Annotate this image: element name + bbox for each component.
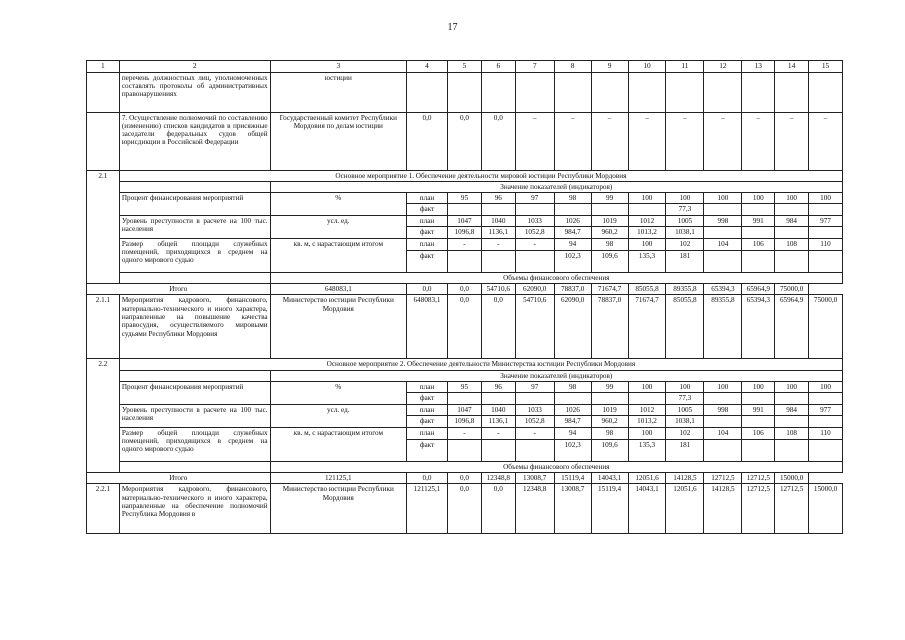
value-cell: 12051,6 <box>666 484 704 534</box>
plan-value: 98 <box>591 238 628 250</box>
total-value: 14128,5 <box>666 473 704 484</box>
plan-label: план <box>407 382 448 393</box>
executor: юстиции <box>270 72 406 112</box>
total-value: 12712,5 <box>742 473 775 484</box>
plan-value: 97 <box>515 382 554 393</box>
column-header: 2 <box>119 61 270 73</box>
fact-value <box>554 204 591 215</box>
plan-value: - <box>515 427 554 439</box>
plan-value: - <box>448 238 482 250</box>
indicator-unit: усл. ед. <box>270 404 406 427</box>
total-label: Итого <box>87 284 271 295</box>
indicator-name: Уровень преступности в расчете на 100 тыс. населения <box>119 404 270 427</box>
plan-value: 1047 <box>448 215 482 226</box>
fact-value: 102,3 <box>554 250 591 272</box>
plan-value: 998 <box>704 404 742 415</box>
table-cell <box>87 72 120 112</box>
fact-label: факт <box>407 415 448 427</box>
value-cell: 0,0 <box>481 295 515 359</box>
plan-label: план <box>407 193 448 204</box>
plan-value: 100 <box>742 382 775 393</box>
plan-value: 100 <box>775 193 809 204</box>
plan-value: 100 <box>628 382 666 393</box>
plan-value: 100 <box>742 193 775 204</box>
plan-value: - <box>481 427 515 439</box>
fact-value: 1096,8 <box>448 226 482 238</box>
column-header: 3 <box>270 61 406 73</box>
column-header: 5 <box>448 61 482 73</box>
indicator-unit: кв. м, с нарастающим итогом <box>270 238 406 272</box>
total-value: 13008,7 <box>515 473 554 484</box>
plan-value: 108 <box>775 238 809 250</box>
fact-value <box>809 415 843 427</box>
plan-value: 977 <box>809 404 843 415</box>
total-value: 89355,8 <box>666 284 704 295</box>
fact-label: факт <box>407 226 448 238</box>
column-header: 12 <box>704 61 742 73</box>
total-value: 65394,3 <box>704 284 742 295</box>
value-cell: 0,0 <box>448 112 482 170</box>
total-value: 62090,0 <box>515 284 554 295</box>
indicator-name: Процент финансирования мероприятий <box>119 193 270 216</box>
indicator-plan-row <box>87 404 843 415</box>
table-cell <box>554 72 591 112</box>
financing-title: Объемы финансового обеспечения <box>270 461 842 472</box>
total-value: 12348,8 <box>481 473 515 484</box>
fact-value: 1013,2 <box>628 226 666 238</box>
plan-value: 1019 <box>591 215 628 226</box>
fact-label: факт <box>407 204 448 215</box>
fact-value <box>704 250 742 272</box>
activity-text: перечень должностных лиц, уполномоченных составлять протоколы об административных правонарушениях <box>119 72 270 112</box>
fact-value <box>591 204 628 215</box>
fact-value: 984,7 <box>554 226 591 238</box>
continuation-row <box>87 112 843 170</box>
fact-value <box>704 393 742 404</box>
value-cell: 78837,0 <box>591 295 628 359</box>
column-header: 8 <box>554 61 591 73</box>
indicator-plan-row <box>87 382 843 393</box>
total-value: 85055,8 <box>628 284 666 295</box>
sub-activity-text: Мероприятия кадрового, финансового, материально-технического и иного характера, направленные на обеспечение полномочий Республика Мордовия в <box>119 484 270 534</box>
plan-value: 100 <box>628 427 666 439</box>
fact-label: факт <box>407 393 448 404</box>
fact-value: 77,3 <box>666 204 704 215</box>
value-cell: 14128,5 <box>704 484 742 534</box>
plan-value: - <box>481 238 515 250</box>
fact-value <box>809 250 843 272</box>
fact-value: 135,3 <box>628 439 666 461</box>
section-title: Основное мероприятие 2. Обеспечение деятельности Министерства юстиции Республики Мордовия <box>119 359 842 370</box>
plan-value: 99 <box>591 193 628 204</box>
value-cell: – <box>809 112 843 170</box>
value-cell: 14043,1 <box>628 484 666 534</box>
value-cell: 0,0 <box>407 112 448 170</box>
plan-label: план <box>407 215 448 226</box>
fact-value <box>448 204 482 215</box>
indicator-unit: усл. ед. <box>270 215 406 238</box>
value-cell: 15119,4 <box>591 484 628 534</box>
fact-value: 984,7 <box>554 415 591 427</box>
fact-value: 1038,1 <box>666 226 704 238</box>
plan-value: 991 <box>742 404 775 415</box>
plan-value: 1012 <box>628 215 666 226</box>
fact-value <box>742 226 775 238</box>
indicator-name: Уровень преступности в расчете на 100 тыс. населения <box>119 215 270 238</box>
value-cell: 71674,7 <box>628 295 666 359</box>
table-cell <box>628 72 666 112</box>
header-row <box>87 61 843 73</box>
plan-value: 106 <box>742 427 775 439</box>
section-title: Основное мероприятие 1. Обеспечение деятельности мировой юстиции Республики Мордовия <box>119 170 842 181</box>
program-table <box>86 60 843 534</box>
plan-value: - <box>448 427 482 439</box>
plan-value: 100 <box>628 238 666 250</box>
fact-value <box>775 415 809 427</box>
value-cell: 89355,8 <box>704 295 742 359</box>
plan-value: 99 <box>591 382 628 393</box>
total-value: 71674,7 <box>591 284 628 295</box>
total-value: 0,0 <box>407 284 448 295</box>
indicator-name: Процент финансирования мероприятий <box>119 382 270 405</box>
sub-activity-text: Мероприятия кадрового, финансового, материально-технического и иного характера, направленные на повышение качества правосудия, осуществляемого мировыми судьями Республики Мордовия <box>119 295 270 359</box>
plan-value: 102 <box>666 238 704 250</box>
plan-value: 98 <box>554 382 591 393</box>
fact-value <box>742 393 775 404</box>
column-header: 10 <box>628 61 666 73</box>
total-value: 15119,4 <box>554 473 591 484</box>
fact-value <box>481 439 515 461</box>
table-cell <box>704 72 742 112</box>
fact-value: 181 <box>666 439 704 461</box>
fact-value <box>515 204 554 215</box>
table-cell <box>742 72 775 112</box>
plan-value: 95 <box>448 382 482 393</box>
fact-value: 109,6 <box>591 250 628 272</box>
indicator-unit: % <box>270 382 406 405</box>
fact-value <box>775 226 809 238</box>
fact-label: факт <box>407 250 448 272</box>
indicator-plan-row <box>87 238 843 250</box>
table-cell <box>775 72 809 112</box>
plan-label: план <box>407 238 448 250</box>
plan-value: 102 <box>666 427 704 439</box>
fact-value: 102,3 <box>554 439 591 461</box>
value-cell: 65394,3 <box>742 295 775 359</box>
fact-value <box>448 250 482 272</box>
plan-label: план <box>407 404 448 415</box>
fact-value <box>809 439 843 461</box>
fact-value: 135,3 <box>628 250 666 272</box>
plan-value: 1012 <box>628 404 666 415</box>
plan-value: 95 <box>448 193 482 204</box>
fact-value <box>704 415 742 427</box>
plan-value: 1005 <box>666 215 704 226</box>
fact-value <box>775 439 809 461</box>
indicator-title: Значение показателей (индикаторов) <box>270 181 842 192</box>
total-value: 12051,6 <box>628 473 666 484</box>
sub-activity-row <box>87 295 843 359</box>
fact-value: 1136,1 <box>481 415 515 427</box>
executor: Министерство юстиции Республики Мордовия <box>270 484 406 534</box>
value-cell: 0,0 <box>481 112 515 170</box>
fact-value: 109,6 <box>591 439 628 461</box>
plan-value: 100 <box>666 382 704 393</box>
table-cell <box>119 181 270 192</box>
value-cell: 0,0 <box>448 484 482 534</box>
plan-value: 1019 <box>591 404 628 415</box>
financing-title-row <box>87 272 843 283</box>
fact-value <box>481 204 515 215</box>
plan-value: 104 <box>704 427 742 439</box>
column-header: 14 <box>775 61 809 73</box>
fact-value: 1136,1 <box>481 226 515 238</box>
table-cell <box>666 72 704 112</box>
plan-value: 106 <box>742 238 775 250</box>
plan-value: 1047 <box>448 404 482 415</box>
plan-value: 1040 <box>481 404 515 415</box>
table-cell <box>448 72 482 112</box>
value-cell: 648083,1 <box>407 295 448 359</box>
value-cell: 12712,5 <box>742 484 775 534</box>
total-value: 0,0 <box>407 473 448 484</box>
fact-value: 960,2 <box>591 415 628 427</box>
fact-value <box>515 439 554 461</box>
fact-value <box>704 226 742 238</box>
column-header: 11 <box>666 61 704 73</box>
plan-value: 100 <box>809 382 843 393</box>
column-header: 15 <box>809 61 843 73</box>
table-cell <box>87 112 120 170</box>
fact-value: 1096,8 <box>448 415 482 427</box>
financing-title: Объемы финансового обеспечения <box>270 272 842 283</box>
indicator-plan-row <box>87 427 843 439</box>
fact-value <box>742 415 775 427</box>
plan-value: 100 <box>775 382 809 393</box>
plan-value: 108 <box>775 427 809 439</box>
plan-value: 96 <box>481 382 515 393</box>
section-number: 2.2 <box>87 359 120 473</box>
plan-value: 100 <box>704 382 742 393</box>
plan-label: план <box>407 427 448 439</box>
indicator-title-row <box>87 370 843 381</box>
indicator-plan-row <box>87 215 843 226</box>
fact-value: 960,2 <box>591 226 628 238</box>
plan-value: 96 <box>481 193 515 204</box>
fact-value <box>742 204 775 215</box>
value-cell: 62090,0 <box>554 295 591 359</box>
plan-value: 98 <box>591 427 628 439</box>
sub-activity-number: 2.2.1 <box>87 484 120 534</box>
fact-value <box>809 204 843 215</box>
value-cell: – <box>628 112 666 170</box>
plan-value: 1033 <box>515 215 554 226</box>
fact-value <box>742 439 775 461</box>
activity-text: 7. Осуществление полномочий по составлению (изменению) списков кандидатов в присяжные заседатели федеральных судов общей юрисдикции в Российской Федерации <box>119 112 270 170</box>
table-cell <box>591 72 628 112</box>
total-label: Итого <box>87 473 271 484</box>
total-value: 54710,6 <box>481 284 515 295</box>
value-cell: 54710,6 <box>515 295 554 359</box>
fact-value <box>775 250 809 272</box>
value-cell: 121125,1 <box>407 484 448 534</box>
indicator-unit: кв. м, с нарастающим итогом <box>270 427 406 461</box>
plan-value: 110 <box>809 427 843 439</box>
value-cell: 12348,8 <box>515 484 554 534</box>
value-cell: 85055,8 <box>666 295 704 359</box>
total-value: 65964,9 <box>742 284 775 295</box>
sub-activity-row <box>87 484 843 534</box>
fact-value <box>515 393 554 404</box>
value-cell: 0,0 <box>448 295 482 359</box>
value-cell: 0,0 <box>481 484 515 534</box>
fact-label: факт <box>407 439 448 461</box>
value-cell: – <box>704 112 742 170</box>
value-cell: 15000,0 <box>809 484 843 534</box>
plan-value: 104 <box>704 238 742 250</box>
fact-value <box>448 439 482 461</box>
total-value: 0,0 <box>448 284 482 295</box>
indicator-title-row <box>87 181 843 192</box>
indicator-name: Размер общей площади служебных помещений, приходящихся в среднем на одного мирового судью <box>119 238 270 272</box>
plan-value: 1040 <box>481 215 515 226</box>
column-header: 7 <box>515 61 554 73</box>
value-cell: 12712,5 <box>775 484 809 534</box>
plan-value: 1005 <box>666 404 704 415</box>
plan-value: 1033 <box>515 404 554 415</box>
plan-value: 1026 <box>554 404 591 415</box>
plan-value: 100 <box>704 193 742 204</box>
executor: Государственный комитет Республики Мордовия по делам юстиции <box>270 112 406 170</box>
plan-value: 110 <box>809 238 843 250</box>
plan-value: 94 <box>554 238 591 250</box>
plan-value: 984 <box>775 215 809 226</box>
column-header: 6 <box>481 61 515 73</box>
total-value: 12712,5 <box>704 473 742 484</box>
total-value: 15000,0 <box>775 473 809 484</box>
value-cell: – <box>666 112 704 170</box>
plan-value: 984 <box>775 404 809 415</box>
fact-value <box>448 393 482 404</box>
section-title-row <box>87 170 843 181</box>
total-value: 121125,1 <box>270 473 406 484</box>
column-header: 13 <box>742 61 775 73</box>
fact-value <box>704 204 742 215</box>
plan-value: 100 <box>809 193 843 204</box>
fact-value <box>809 226 843 238</box>
table-cell <box>119 272 270 283</box>
fact-value <box>481 250 515 272</box>
section-number: 2.1 <box>87 170 120 284</box>
column-header: 4 <box>407 61 448 73</box>
table-cell <box>481 72 515 112</box>
plan-value: 94 <box>554 427 591 439</box>
fact-value <box>775 393 809 404</box>
executor: Министерство юстиции Республики Мордовия <box>270 295 406 359</box>
total-value: 75000,0 <box>775 284 809 295</box>
table-cell <box>809 72 843 112</box>
column-header: 1 <box>87 61 120 73</box>
fact-value <box>628 393 666 404</box>
total-row <box>87 473 843 484</box>
fact-value: 181 <box>666 250 704 272</box>
value-cell: – <box>515 112 554 170</box>
page-number: 17 <box>447 22 458 33</box>
total-value: 0,0 <box>448 473 482 484</box>
total-value: 14043,1 <box>591 473 628 484</box>
column-header: 9 <box>591 61 628 73</box>
plan-value: 1026 <box>554 215 591 226</box>
continuation-row <box>87 72 843 112</box>
table-cell <box>119 461 270 472</box>
table-cell <box>407 72 448 112</box>
value-cell: 13008,7 <box>554 484 591 534</box>
total-value: 78837,0 <box>554 284 591 295</box>
table-cell <box>515 72 554 112</box>
plan-value: 98 <box>554 193 591 204</box>
sub-activity-number: 2.1.1 <box>87 295 120 359</box>
indicator-unit: % <box>270 193 406 216</box>
fact-value <box>704 439 742 461</box>
fact-value: 1052,8 <box>515 226 554 238</box>
fact-value: 1052,8 <box>515 415 554 427</box>
value-cell: 65964,9 <box>775 295 809 359</box>
fact-value <box>742 250 775 272</box>
table-cell <box>119 370 270 381</box>
fact-value: 1038,1 <box>666 415 704 427</box>
plan-value: 100 <box>666 193 704 204</box>
plan-value: 100 <box>628 193 666 204</box>
total-row <box>87 284 843 295</box>
value-cell: – <box>591 112 628 170</box>
indicator-name: Размер общей площади служебных помещений, приходящихся в среднем на одного мирового судью <box>119 427 270 461</box>
fact-value <box>809 393 843 404</box>
plan-value: - <box>515 238 554 250</box>
plan-value: 977 <box>809 215 843 226</box>
fact-value <box>775 204 809 215</box>
plan-value: 97 <box>515 193 554 204</box>
indicator-plan-row <box>87 193 843 204</box>
plan-value: 991 <box>742 215 775 226</box>
fact-value <box>628 204 666 215</box>
fact-value <box>591 393 628 404</box>
fact-value <box>554 393 591 404</box>
fact-value: 1013,2 <box>628 415 666 427</box>
value-cell: – <box>554 112 591 170</box>
fact-value <box>481 393 515 404</box>
value-cell: – <box>775 112 809 170</box>
indicator-title: Значение показателей (индикаторов) <box>270 370 842 381</box>
plan-value: 998 <box>704 215 742 226</box>
fact-value <box>515 250 554 272</box>
section-title-row <box>87 359 843 370</box>
financing-title-row <box>87 461 843 472</box>
fact-value: 77,3 <box>666 393 704 404</box>
value-cell: – <box>742 112 775 170</box>
total-value: 648083,1 <box>270 284 406 295</box>
value-cell: 75000,0 <box>809 295 843 359</box>
